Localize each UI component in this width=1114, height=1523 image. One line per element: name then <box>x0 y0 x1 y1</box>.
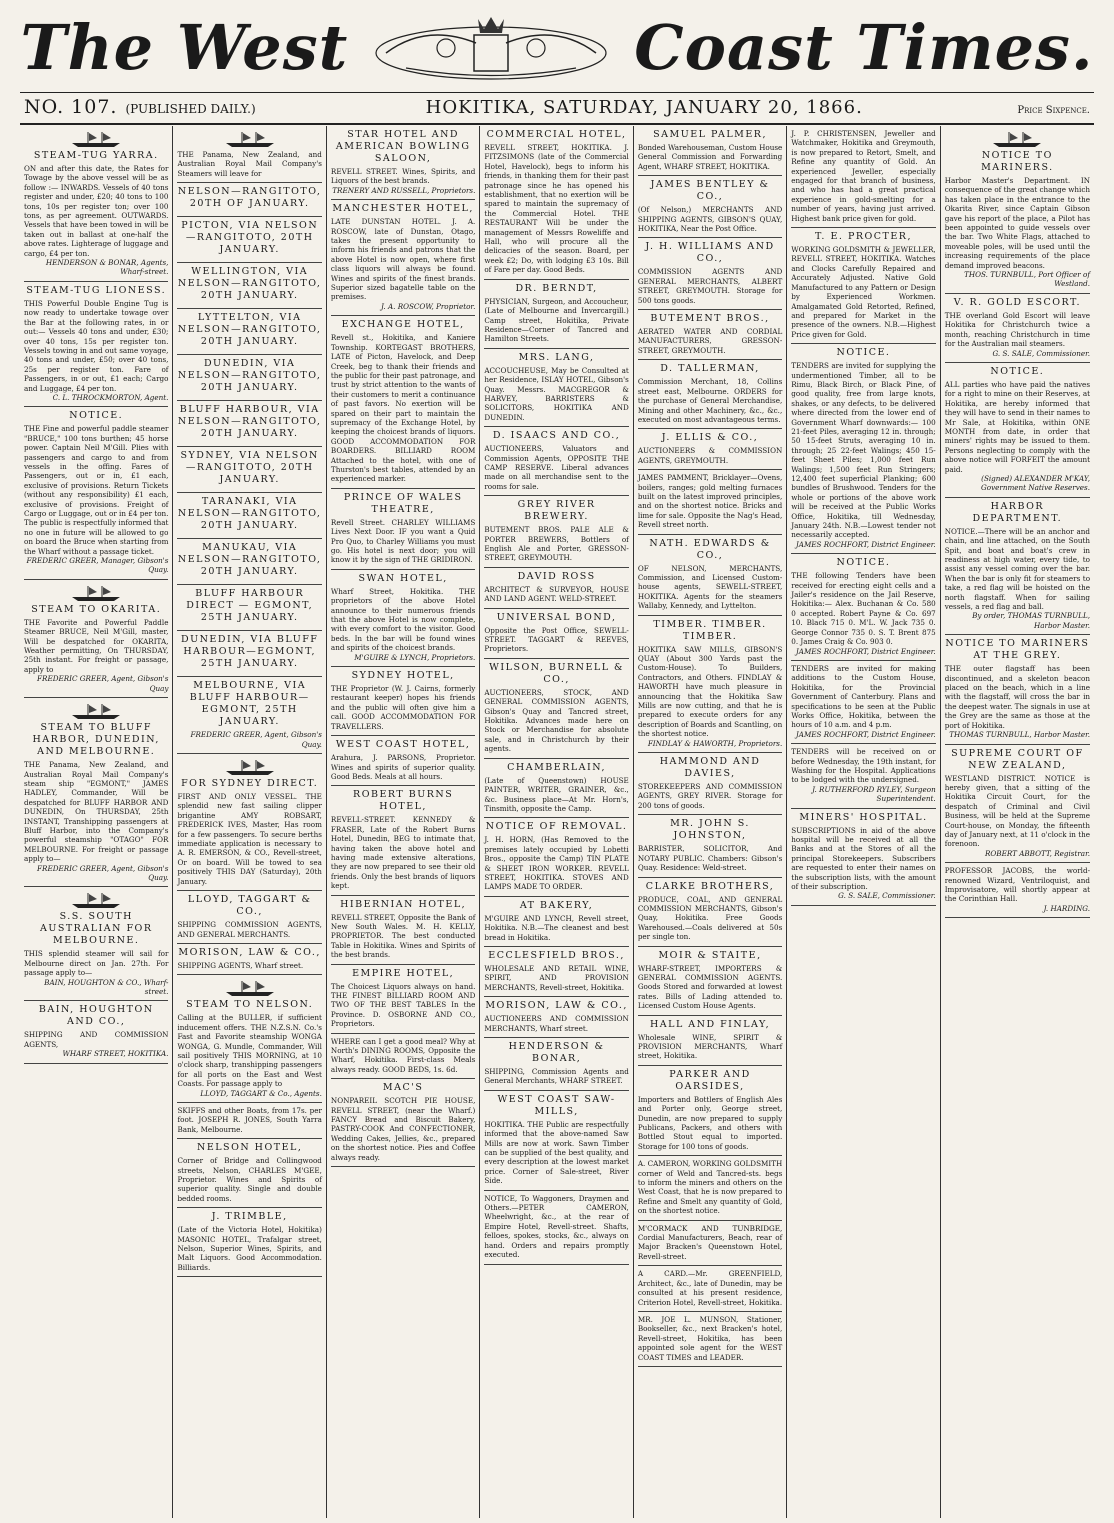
advertisement <box>24 1001 168 1063</box>
advertisement <box>177 401 321 447</box>
advertisement-signature: M'GUIRE & LYNCH, Proprietors. <box>354 652 476 662</box>
advertisement-heading: MORISON, LAW & CO., <box>485 1000 628 1012</box>
advertisement-body: THE outer flagstaff has been discontinued, and a skeleton beacon placed on the beach, which in a line with the flagstaff, will cross the bar in the deepest water. The signals in use at the Grey are the same as those at the port of Hokitika. <box>944 664 1091 730</box>
advertisement <box>177 217 321 263</box>
advertisement-body: WHARF-STREET, IMPORTERS & GENERAL COMMISSION AGENTS. Goods Stored and forwarded at lowest rates. Bills of Lading attended to. Licensed Custom House Agents. <box>637 963 783 1011</box>
advertisement <box>484 659 628 759</box>
advertisement <box>331 965 475 1034</box>
advertisement-body: AUCTIONEERS, Valuators and Commission Agents, OPPOSITE THE CAMP RESERVE. Liberal advances made on all merchandise sent to the rooms for sale. <box>484 444 629 491</box>
advertisement-heading: DR. BERNDT, <box>515 282 598 294</box>
column-4 <box>480 126 633 1518</box>
advertisement-heading: STEAM TO OKARITA. <box>31 603 162 615</box>
advertisement-heading: V. R. GOLD ESCORT. <box>953 296 1081 308</box>
advertisement <box>638 815 782 877</box>
issue-price: Price Sixpence. <box>1017 105 1090 116</box>
advertisement-heading: DUNEDIN, VIA NELSON—RANGITOTO, 20TH JANUARY. <box>177 358 322 394</box>
advertisement <box>945 635 1090 744</box>
advertisement-body: Importers and Bottlers of English Ales and Porter only, George street, Dunedin, are now prepared to supply Publicans, Packers, and others with Bottled Stout equal to imported. Storage for 100 tons of goods. <box>637 1094 783 1151</box>
advertisement-heading: J. TRIMBLE, <box>211 1211 288 1223</box>
advertisement-body: SHIPPING AND COMMISSION AGENTS, <box>24 1030 169 1049</box>
advertisement <box>331 786 475 895</box>
advertisement <box>177 1139 321 1208</box>
advertisement-body: OF NELSON, MERCHANTS, Commission, and Licensed Custom-house agents, SEWELL-STREET, HOKITIKA. Agents for the steamers Wallaby, Kennedy, and Lyttelton. <box>637 563 783 611</box>
advertisement-body: THIS splendid steamer will sail for Melbourne direct on Jan. 27th. For passage apply to— <box>24 949 169 978</box>
advertisement-body: PRODUCE, COAL, AND GENERAL COMMISSION MERCHANTS, Gibson's Quay, Hokitika. Free Goods Warehoused.—Coals delivered at 50s per single ton. <box>637 894 783 942</box>
advertisement-heading: DUNEDIN, VIA BLUFF HARBOUR—EGMONT, 25TH JANUARY. <box>180 634 319 670</box>
advertisement-heading: SYDNEY, VIA NELSON—RANGITOTO, 20TH JANUARY. <box>180 450 319 486</box>
advertisement-body: TENDERS are invited for making additions to the Custom House, Hokitika, for the Provincial Government of Canterbury. Plans and specifications to be seen at the Public Works Office, Hokitika, between the hours of 10 a.m. and 4 p.m. <box>791 663 936 730</box>
advertisement-heading: LLOYD, TAGGART & CO., <box>187 894 312 918</box>
advertisement-heading: NOTICE. <box>836 557 891 569</box>
advertisement <box>177 631 321 677</box>
advertisement-heading: NOTICE TO MARINERS. <box>981 150 1054 173</box>
advertisement <box>484 897 628 947</box>
advertisement-heading: TIMBER. TIMBER. TIMBER. <box>653 618 767 642</box>
advertisement-signature: G. S. SALE, Commissioner. <box>838 891 936 901</box>
advertisement <box>945 498 1090 635</box>
advertisement-heading: MORISON, LAW & CO., <box>178 946 321 958</box>
advertisement-body: JAMES PAMMENT, Bricklayer—Ovens, boilers, ranges; gold melting furnaces built on the latest improved principles, and on the shortest notice. Bricks and lime for sale. Opposite the Nag's Head, Revell street north. <box>637 473 783 530</box>
advertisement <box>484 1191 628 1265</box>
publication-frequency: (PUBLISHED DAILY.) <box>125 102 256 116</box>
advertisement-body: ALL parties who have paid the natives for a right to mine on their Reserves, at Hokitika, are hereby informed that they will have to send in their names to Mr Sale, at Hokitika, within ONE MONTH from date, in order that miners' rights may be issued to them. Persons neglecting to comply with the above notice will FORFEIT the amount paid. <box>944 379 1091 474</box>
advertisement <box>638 1266 782 1312</box>
advertisement-signature: FREDERIC GREER, Manager, Gibson's Quay. <box>26 556 169 575</box>
advertisement-heading: TARANAKI, VIA NELSON—RANGITOTO, 20TH JANUARY. <box>177 496 322 532</box>
advertisement-body: Wholesale WINE, SPIRIT & PROVISION MERCHANTS, Wharf street, Hokitika. <box>637 1032 783 1061</box>
advertisement <box>638 753 782 815</box>
advertisement-heading: NOTICE OF REMOVAL. <box>485 821 628 833</box>
advertisement-signature: TRENERY AND RUSSELL, Proprietors. <box>332 185 476 195</box>
advertisement-columns <box>20 126 1094 1518</box>
advertisement <box>638 1016 782 1066</box>
ship-icon <box>66 702 126 720</box>
advertisement-signature: J. HARDING. <box>1043 903 1091 913</box>
advertisement <box>177 126 321 183</box>
advertisement-body: FIRST AND ONLY VESSEL. THE splendid new fast sailing clipper brigantine AMY ROBSART, FREDERICK IVES, Master, Has room for a few passengers. To secure berths immediate application is necessary to A. R. EMERSON, & CO., Revell-street, Or on board. Will be towed to sea positively THIS DAY (Saturday), 20th January. <box>177 792 322 886</box>
advertisement-signature: C. L. THROCKMORTON, Agent. <box>52 392 169 402</box>
advertisement-body: A CARD.—Mr. GREENFIELD, Architect, &c., late of Dunedin, may be consulted at his present residence, Criterion Hotel, Revell-street, Hokitika. <box>637 1269 783 1307</box>
column-7 <box>941 126 1094 1518</box>
advertisement-heading: J. H. WILLIAMS AND CO., <box>645 241 775 265</box>
coat-of-arms-icon <box>366 13 616 83</box>
advertisement <box>177 539 321 585</box>
advertisement-heading: BAIN, HOUGHTON AND CO., <box>38 1004 154 1028</box>
advertisement <box>331 896 475 965</box>
advertisement-heading: MELBOURNE, VIA BLUFF HARBOUR—EGMONT, 25TH JANUARY. <box>189 680 310 728</box>
advertisement <box>791 661 935 744</box>
advertisement <box>331 1034 475 1080</box>
advertisement-heading: STEAM-TUG YARRA. <box>33 150 159 161</box>
advertisement <box>484 568 628 609</box>
advertisement <box>638 947 782 1016</box>
advertisement <box>791 126 935 228</box>
ship-icon <box>66 584 126 602</box>
advertisement-heading: NOTICE TO MARINERS AT THE GREY. <box>945 638 1090 662</box>
advertisement-body: Arahura, J. PARSONS, Proprietor. Wines and spirits of superior quality. Good Beds. Meals at all hours. <box>330 753 476 781</box>
advertisement <box>945 126 1090 294</box>
advertisement-signature: THOMAS TURNBULL, Harbor Master. <box>949 730 1091 740</box>
advertisement <box>24 407 168 580</box>
advertisement <box>177 263 321 309</box>
issue-number: NO. 107. <box>24 96 118 118</box>
advertisement-heading: FOR SYDNEY DIRECT. <box>181 778 319 790</box>
advertisement <box>484 126 628 280</box>
advertisement-heading: BUTEMENT BROS., <box>650 313 770 325</box>
advertisement-body: The Choicest Liquors always on hand. THE FINEST BILLIARD ROOM AND TWO OF THE BEST TABLES In the Province. D. OSBORNE AND CO., Proprietors. <box>330 981 476 1029</box>
advertisement-body: PHYSICIAN, Surgeon, and Accoucheur, (Late of Melbourne and Invercargill.) Camp street, Hokitika, Private Residence—Corner of Tancred and Hamilton Streets. <box>484 296 629 344</box>
advertisement-heading: STEAM-TUG LIONESS. <box>26 284 167 296</box>
ship-icon <box>987 130 1047 148</box>
advertisement-heading: MANUKAU, VIA NELSON—RANGITOTO, 20TH JANUARY. <box>177 542 322 578</box>
advertisement <box>484 496 628 568</box>
advertisement <box>331 316 475 489</box>
advertisement-body: REVELL STREET, Opposite the Bank of New South Wales. M. H. KELLY, PROPRIETOR. The best conducted Table in Hokitika. Wines and Spirits of the best brands. <box>330 912 476 960</box>
advertisement-heading: WELLINGTON, VIA NELSON—RANGITOTO, 20TH JANUARY. <box>177 266 322 302</box>
advertisement <box>791 344 935 554</box>
advertisement-signature: JAMES ROCHFORT, District Engineer. <box>795 539 936 549</box>
advertisement-heading: SAMUEL PALMER, <box>653 129 767 140</box>
advertisement-heading: MANCHESTER HOTEL, <box>332 203 474 215</box>
advertisement-body: NOTICE, To Waggoners, Draymen and Others.—PETER CAMERON, Wheelwright, &c., at the rear of Empire Hotel, Revell-street. Shafts, felloes, spokes, stocks, &c., always on hand. Orders and repairs promptly executed. <box>484 1193 629 1260</box>
advertisement <box>638 360 782 429</box>
advertisement-body: AUCTIONEERS, STOCK, AND GENERAL COMMISSION AGENTS, Gibson's Quay and Tancred street, Hokitika. Advances made here on Stock or Merchandise for absolute sale, and in Christchurch by their agents. <box>484 687 629 754</box>
advertisement <box>177 585 321 631</box>
advertisement-heading: HENDERSON & BONAR, <box>508 1041 605 1064</box>
advertisement-heading: NELSON HOTEL, <box>197 1142 303 1154</box>
advertisement-body: REVELL STREET, HOKITIKA. J. FITZSIMONS (late of the Commercial Hotel, Havelock), begs to inform his friends, in thanking them for their past patronage since he has opened his establishment, that no exertion will be spared to maintain the supremacy of the Commercial Hotel. THE RESTAURANT Will be under the management of Messrs Roweliffe and Hall, who will procure all the delicacies of the season. Board, per week £2; Do, with lodging £3 10s. Bill of Fare per day. Good Beds. <box>484 143 629 275</box>
advertisement-heading: MAC'S <box>382 1082 424 1094</box>
advertisement-body: SHIPPING, Commission Agents and General Merchants, WHARF STREET. <box>484 1067 629 1086</box>
advertisement-heading: SWAN HOTEL, <box>358 572 448 584</box>
advertisement <box>791 228 935 344</box>
advertisement <box>638 176 782 238</box>
advertisement <box>945 363 1090 498</box>
advertisement-heading: MINERS' HOSPITAL. <box>799 811 928 823</box>
advertisement <box>638 429 782 470</box>
advertisement-body: BUTEMENT BROS. PALE ALE & PORTER BREWERS, Bottlers of English Ale and Porter, GRESSON-STREET, GREYMOUTH. <box>484 525 629 563</box>
header-rule-bottom <box>20 123 1094 125</box>
advertisement <box>638 1221 782 1267</box>
advertisement <box>177 183 321 217</box>
ship-icon <box>66 130 126 148</box>
advertisement-heading: NELSON—RANGITOTO, 20TH OF JANUARY. <box>177 186 322 210</box>
advertisement-heading: WILSON, BURNELL & CO., <box>489 661 625 685</box>
advertisement-body: THE Panama, New Zealand, and Australian Royal Mail Company's Steamers will leave for <box>177 150 322 178</box>
advertisement-body: COMMISSION AGENTS AND GENERAL MERCHANTS, ALBERT STREET, GREYMOUTH. Storage for 500 tons goods. <box>637 267 783 305</box>
advertisement-body: THIS Powerful Double Engine Tug is now ready to undertake towage over the Bar at the following rates, in or out:— Vessels 40 tons and under, £30; over 40 tons, 15s per register ton. Vessels towing in and out same voyage, 40 tons and under, £50; over 40 tons, 25s per register ton. Fare of Passengers, in or out, £1 each; Cargo and Luggage, £4 per ton. <box>24 298 169 393</box>
advertisement-body: THE Proprietor (W. J. Cairns, formerly restaurant keeper) hopes his friends and the public will often give him a call. GOOD ACCOMMODATION FOR TRAVELLERS. <box>330 684 476 731</box>
masthead-title-left <box>20 11 349 84</box>
advertisement-heading: MR. JOHN S. JOHNSTON, <box>670 818 750 842</box>
advertisement-body: THE Favorite and Powerful Paddle Steamer BRUCE, Neil M'Gill, master, Will be despatched for OKARITA, Weather permitting, On THURSDAY, 25th instant. For freight or passage, apply to <box>24 617 169 674</box>
advertisement-heading: DAVID ROSS <box>517 570 596 582</box>
advertisement-heading: WEST COAST SAW-MILLS, <box>497 1093 616 1117</box>
advertisement <box>638 1066 782 1156</box>
advertisement <box>24 282 168 407</box>
advertisement <box>638 1312 782 1367</box>
advertisement <box>638 126 782 176</box>
advertisement <box>177 944 321 975</box>
advertisement-signature: FREDERIC GREER, Agent, Gibson's Quay. <box>37 863 169 882</box>
advertisement-heading: PRINCE OF WALES THEATRE, <box>343 491 463 515</box>
advertisement-body: (Of Nelson,) MERCHANTS AND SHIPPING AGENTS, GIBSON'S QUAY, HOKITIKA, Near the Post Office. <box>637 205 783 234</box>
advertisement-heading: NATH. EDWARDS & CO., <box>649 537 771 561</box>
advertisement <box>638 310 782 360</box>
advertisement-body: REVELL-STREET. KENNEDY & FRASER, Late of the Robert Burns Hotel, Dunedin, BEG to intimate that, having taken the above hotel and having made extensive alterations, they are now prepared to see their old friends. Only the best brands of liquors kept. <box>330 815 476 891</box>
advertisement-body: NONPAREIL SCOTCH PIE HOUSE, REVELL STREET, (near the Wharf.) FANCY Bread and Biscuit Bakery, PASTRY-COOK And CONFECTIONER, Wedding Cakes, Jellies, &c., prepared on the shortest notice. Pies and Coffee always ready. <box>330 1096 476 1162</box>
column-2 <box>173 126 326 1518</box>
advertisement-heading: COMMERCIAL HOTEL, <box>486 129 627 140</box>
advertisement <box>945 745 1090 864</box>
advertisement-body: AERATED WATER AND CORDIAL MANUFACTURERS, GRESSON-STREET, GREYMOUTH. <box>637 327 783 355</box>
advertisement-signature: THOS. TURNBULL, Port Officer of Westland. <box>964 270 1091 289</box>
advertisement-heading: D. ISAACS AND CO., <box>492 430 621 442</box>
advertisement-heading: BLUFF HARBOUR DIRECT — EGMONT, 25TH JANUARY. <box>186 588 314 624</box>
advertisement <box>177 891 321 944</box>
advertisement <box>484 759 628 819</box>
advertisement-body: REVELL STREET. Wines, Spirits, and Liquors of the best brands. <box>330 167 476 186</box>
advertisement <box>791 809 935 906</box>
advertisement-signature: FREDERIC GREER, Agent, Gibson's Quay <box>37 674 169 693</box>
advertisement-body: THE Fine and powerful paddle steamer "BRUCE," 100 tons burthen; 45 horse power. Captain Neil M'Gill. Plies with passengers and cargo to and from vessels in the offing. Fares of Passengers, out or in, £1 each, exclusive of provisions. Return Tickets (without any responsibility) £1 each, exclusive of provisions. Freight of Cargo or Luggage, out or in £4 per ton. The public is respectfully informed that no one in future will be allowed to go on board the Bruce when starting from the Wharf without a passage ticket. <box>24 424 169 556</box>
advertisement <box>791 554 935 661</box>
advertisement <box>484 349 628 427</box>
advertisement-body: THE following Tenders have been received for erecting eight cells and a Jailer's residence on the Jail Reserve, Hokitika:— Alex. Buchanan & Co. 580 0 accepted. Robert Payne & Co. 697 10. Black 715 0. M'L. W. Jack 735 0. George Connor 735 0. S. T. Brent 875 0. James Craig & Co. 903 0. <box>791 571 936 647</box>
advertisement <box>638 616 782 753</box>
advertisement-heading: CLARKE BROTHERS, <box>645 880 775 892</box>
advertisement <box>331 489 475 570</box>
advertisement-body: Revell Street. CHARLEY WILLIAMS Lives Next Door. IF you want a Quid Pro Quo, to Charley Williams you must go. His hotel is next door; you will know it by the sign of THE GRIDIRON. <box>330 517 476 565</box>
advertisement-heading: BLUFF HARBOUR, VIA NELSON—RANGITOTO, 20TH JANUARY. <box>177 404 322 440</box>
advertisement-signature: JAMES ROCHFORT, District Engineer. <box>795 729 936 739</box>
advertisement-body: NOTICE.—There will be an anchor and chain, and line attached, on the South Spit, and boat and boat's crew in readiness at high water, every tide, to assist any vessel coming over the bar. When the bar is only fit for steamers to take, a red flag will be hoisted on the north flagstaff. When for sailing vessels, a red flag and ball. <box>944 526 1091 612</box>
advertisement <box>484 947 628 997</box>
advertisement-signature: BAIN, HOUGHTON & CO., Wharf-street. <box>44 977 169 996</box>
advertisement <box>331 736 475 786</box>
advertisement-body: Harbor Master's Department. IN consequence of the great change which has taken place in the entrance to the Okarita River, since Captain Gibson gave his report of the place, a Pilot has been appointed to guide vessels over the bar. Two White Flags, attached to moveable poles, will be used until the increasing requirements of the place demand improved beacons. <box>944 176 1091 270</box>
header-rule-top <box>20 92 1094 93</box>
advertisement-body: SKIFFS and other Boats, from 17s. per foot. JOSEPH R. JONES, South Yarra Bank, Melbourne. <box>177 1105 322 1134</box>
masthead <box>20 8 1094 88</box>
advertisement <box>24 698 168 887</box>
advertisement <box>638 878 782 947</box>
advertisement-body: SUBSCRIPTIONS in aid of the above hospital will be received at all the Banks and at the Stores of all the principal Storekeepers. Subscribers are requested to enter their names on the subscription lists, with the amount of their subscription. <box>791 825 936 892</box>
advertisement <box>177 493 321 539</box>
advertisement <box>484 1091 628 1191</box>
masthead-west: West <box>176 11 349 84</box>
ship-icon <box>220 979 280 997</box>
advertisement-body: WHOLESALE AND RETAIL WINE, SPIRIT, AND PROVISION MERCHANTS, Revell-street, Hokitika. <box>484 963 629 992</box>
advertisement-heading: HALL AND FINLAY, <box>649 1018 771 1030</box>
advertisement <box>945 863 1090 918</box>
advertisement-heading: MRS. LANG, <box>518 351 595 363</box>
advertisement-body: TENDERS are invited for supplying the undermentioned Timber, all to be Rimu, Black Birch, or Black Pine, of good quality, free from large knots, shakes, or any defects, to be delivered where directed from the lower end of Government Wharf downwards:— 100 21-feet Piles, averaging 12 in. through; 50 15-feet Struts, averaging 10 in. through; 25 22-feet Walings; 450 15-feet Sheet Piles; 1,000 feet Run Walings; 1,500 feet Run Stringers; 12,400 feet superficial Planking; 600 bundles of Brushwood. Tenders for the whole or portions of the above work will be received at the Public Works Office, Hokitika, till Wednesday, January 24th. N.B.—Lowest tender not necessarily accepted. <box>791 361 936 540</box>
advertisement-body: HOKITIKA. THE Public are respectfully informed that the above-named Saw Mills are now at work. Sawn Timber can be supplied of the best quality, and every description at the lowest market price. Corner of Sale-street, River Side. <box>484 1119 629 1186</box>
masthead-title-right <box>634 11 1094 84</box>
advertisement-heading: PICTON, VIA NELSON—RANGITOTO, 20TH JANUARY. <box>181 220 319 256</box>
advertisement-heading: T. E. PROCTER, <box>814 231 912 243</box>
advertisement-signature: FREDERIC GREER, Agent, Gibson's Quay. <box>190 730 322 749</box>
advertisement-signature: FINDLAY & HAWORTH, Proprietors. <box>647 738 783 748</box>
advertisement <box>177 1103 321 1139</box>
advertisement-body: ON and after this date, the Rates for Towage by the above vessel will be as follow :— INWARDS. Vessels of 40 tons register and under, £20; 40 tons to 100 tons, 10s per register ton; over 100 tons, as per agreement. OUTWARDS. Vessels that have been towed in will be taken out in ballast at one-half the above rates. Lighterage of luggage and cargo, £4 per ton. <box>24 164 169 258</box>
advertisement-signature: By order, THOMAS TURNBULL, Harbor Master. <box>972 611 1091 630</box>
advertisement-heading: STAR HOTEL AND AMERICAN BOWLING SALOON, <box>335 129 471 164</box>
advertisement-heading: JAMES BENTLEY & CO., <box>650 179 770 203</box>
issue-info-line <box>24 96 1090 122</box>
advertisement-body: HOKITIKA SAW MILLS, GIBSON'S QUAY (About 300 Yards past the Custom-House). To Builders, Contractors, and Others. FINDLAY & HAWORTH have much pleasure in announcing that the Hokitika Saw Mills are now cutting, and that he is prepared to execute orders for any description of Boards and Scantling, on the shortest notice. <box>637 644 783 739</box>
advertisement <box>945 294 1090 363</box>
advertisement-signature: JAMES ROCHFORT, District Engineer. <box>795 646 936 656</box>
advertisement <box>331 667 475 736</box>
advertisement <box>484 997 628 1038</box>
advertisement-heading: STEAM TO BLUFF HARBOR, DUNEDIN, AND MELBOURNE. <box>32 722 160 758</box>
advertisement-heading: SUPREME COURT OF NEW ZEALAND, <box>951 747 1084 771</box>
advertisement-heading: PARKER AND OARSIDES, <box>669 1068 751 1092</box>
ship-icon <box>66 891 126 909</box>
advertisement-body: THE Panama, New Zealand, and Australian Royal Mail Company's steam ship "EGMONT," JAMES HADLEY, Commander, Will be despatched for BLUFF HARBOR AND DUNEDIN, On THURSDAY, 25th INSTANT, Transhipping passengers at Bluff Harbor, into the Company's powerful steamship "OTAGO" FOR MELBOURNE. For freight or passage apply to— <box>24 760 169 864</box>
advertisement-signature: ROBERT ABBOTT, Registrar. <box>985 848 1091 858</box>
advertisement <box>638 1156 782 1220</box>
advertisement-body: Opposite the Post Office, SEWELL-STREET. TAGGART & REEVES, Proprietors. <box>484 625 629 654</box>
advertisement-body: STOREKEEPERS AND COMMISSION AGENTS, GREY RIVER. Storage for 200 tons of goods. <box>637 782 783 810</box>
advertisement <box>638 238 782 310</box>
advertisement-body: TENDERS will be received on or before Wednesday, the 19th instant, for Washing for the Hospital. Applications to be lodged with the undersigned. <box>791 747 936 785</box>
column-3 <box>327 126 480 1518</box>
advertisement-body: THE overland Gold Escort will leave Hokitika for Christchurch twice a month, reaching Christchurch in time for the Australian mail steamers. <box>944 310 1091 349</box>
advertisement-body: ACCOUCHEUSE, May be Consulted at her Residence, ISLAY HOTEL, Gibson's Quay. Messrs. MACGREGOR & HARVEY, BARRISTERS & SOLICITORS, HOKITIKA AND DUNEDIN. <box>484 365 629 422</box>
advertisement <box>791 744 935 808</box>
advertisement <box>177 975 321 1103</box>
advertisement-signature: LLOYD, TAGGART & Co., Agents. <box>200 1088 322 1098</box>
advertisement-body: J. H. HORN, (Has Removed to the premises lately occupied by Lobetti Bros., opposite the Camp) TIN PLATE & SHEET IRON WORKER. REVELL STREET, HOKITIKA. STOVES AND LAMPS MADE TO ORDER. <box>484 835 629 892</box>
advertisement-body: A. CAMERON, WORKING GOLDSMITH corner of Weld and Tancred-sts. begs to inform the miners and others on the West Coast, that he is now prepared to Refine and Smelt any quantity of Gold, on the shortest notice. <box>637 1159 783 1216</box>
advertisement-body: WORKING GOLDSMITH & JEWELLER, REVELL STREET, HOKITIKA. Watches and Clocks Carefully Repaired and Accurately Adjusted. Native Gold Manufactured to any Pattern or Design by Experienced Workmen. Amalgamated Gold Retorted, Refined, and prepared for Market in the presence of the owners. N.B.—Highest Price given for Gold. <box>791 245 936 339</box>
advertisement-heading: NOTICE. <box>69 410 124 422</box>
advertisement <box>331 1079 475 1167</box>
advertisement-signature: HENDERSON & BONAR, Agents, Wharf-street. <box>45 258 169 277</box>
advertisement-body: AUCTIONEERS & COMMISSION AGENTS, GREYMOUTH. <box>637 446 783 465</box>
advertisement-heading: GREY RIVER BREWERY. <box>517 499 596 523</box>
advertisement-body: Revell st., Hokitika, and Kaniere Township. KORTEGAST BROTHERS, LATE of Picton, Havelock, and Deep Creek, beg to thank their friends and the public for their past patronage, and trust by strict attention to the wants of their customers to merit a continuance of past favors. No exertion will be spared on their part to maintain the supremacy of the Exchange Hotel, by keeping the choicest brands of liquors. GOOD ACCOMMODATION FOR BOARDERS. BILLIARD ROOM Attached to the hotel, with one of Thurston's best tables, attended by an experienced marker. <box>330 333 476 484</box>
advertisement-body: ARCHITECT & SURVEYOR, HOUSE AND LAND AGENT. WELD-STREET. <box>484 584 629 604</box>
advertisement-heading: HIBERNIAN HOTEL, <box>340 898 467 910</box>
advertisement-heading: ECCLESFIELD BROS., <box>488 949 625 961</box>
advertisement <box>484 427 628 496</box>
masthead-the: The <box>20 11 155 84</box>
advertisement-body: AUCTIONEERS AND COMMISSION MERCHANTS, Wharf street. <box>484 1014 629 1033</box>
advertisement-heading: NOTICE. <box>990 365 1045 377</box>
masthead-times: Times. <box>856 11 1094 84</box>
advertisement-heading: AT BAKERY, <box>519 899 594 911</box>
advertisement-signature: G. S. SALE, Commissioner. <box>992 348 1091 358</box>
advertisement-body: WHERE can I get a good meal? Why at North's DINING ROOMS, Opposite the Wharf, Hokitika. First-class Meals always ready. GOOD BEDS, 1s. 6d. <box>330 1036 476 1074</box>
advertisement <box>484 1038 628 1091</box>
advertisement-body: M'CORMACK AND TUNBRIDGE, Cordial Manufacturers, Beach, rear of Major Bracken's Queenstown Hotel, Revell-street. <box>637 1223 783 1261</box>
advertisement-body: MR. JOE L. MUNSON, Stationer, Bookseller, &c., next Bracken's hotel, Revell-street, Hokitika, has been appointed sole agent for the WEST COAST TIMES and LEADER. <box>637 1314 783 1362</box>
advertisement <box>24 580 168 698</box>
advertisement-heading: J. ELLIS & CO., <box>661 432 759 444</box>
column-5 <box>634 126 787 1518</box>
advertisement <box>177 355 321 401</box>
advertisement-body: Commission Merchant, 18, Collins street east, Melbourne. ORDERS for the purchase of General Merchandise, Mining and other Machinery, &c., &c., executed on most advantageous terms. <box>637 377 783 424</box>
advertisement <box>177 677 321 754</box>
advertisement-body: J. P. CHRISTENSEN, Jeweller and Watchmaker, Hokitika and Greymouth, is now prepared to Retort, Smelt, and Refine any quantity of Gold. An experienced Jeweller, especially engaged for that branch of business, and who has had a great practical experience in gold-smelting for a number of years, having just arrived. Highest bank price given for gold. <box>791 129 936 223</box>
advertisement <box>484 280 628 349</box>
column-6 <box>787 126 940 1518</box>
advertisement-heading: WEST COAST HOTEL, <box>335 739 471 751</box>
advertisement <box>331 126 475 200</box>
advertisement-heading: ROBERT BURNS HOTEL, <box>353 789 454 813</box>
advertisement-signature: J. RUTHERFORD RYLEY, Surgeon Superintendent. <box>812 784 936 804</box>
advertisement-body: (Late of the Victoria Hotel, Hokitika) MASONIC HOTEL, Trafalgar street, Nelson, Superior Wines, Spirits, and Malt Liquors. Good Accommodation. Billiards. <box>177 1225 322 1272</box>
column-1 <box>20 126 173 1518</box>
advertisement-heading: SYDNEY HOTEL, <box>351 670 455 682</box>
advertisement-heading: HARBOR DEPARTMENT. <box>972 500 1063 524</box>
advertisement <box>484 818 628 896</box>
advertisement-body: LATE DUNSTAN HOTEL. J. A. ROSCOW, late of Dunstan, Otago, takes the present opportunity to inform his friends and patrons that the above Hotel is now open, where first class liquors will always be found. Wines and spirits of the finest brands. Superior sized bagatelle table on the premises. <box>330 217 476 302</box>
advertisement <box>638 470 782 534</box>
advertisement <box>638 535 782 616</box>
advertisement-body: SHIPPING COMMISSION AGENTS, AND GENERAL MERCHANTS. <box>177 920 322 939</box>
advertisement-body: Corner of Bridge and Collingwood streets, Nelson, CHARLES M'GEE, Proprietor. Wines and Spirits of superior quality. Single and double bedded rooms. <box>177 1156 322 1203</box>
advertisement-body: Bonded Warehouseman, Custom House General Commission and Forwarding Agent, WHARF STREET, HOKITIKA. <box>637 143 783 171</box>
advertisement-body: WESTLAND DISTRICT. NOTICE is hereby given, that a sitting of the Hokitika Circuit Court, for the despatch of Criminal and Civil Business, will be held at the Supreme Court-house, on Monday, the fifteenth day of January next, at 11 o'clock in the forenoon. <box>944 773 1091 849</box>
advertisement <box>24 887 168 1001</box>
advertisement-body: Wharf Street, Hokitika. THE proprietors of the above Hotel announce to their numerous friends that the above Hotel is now complete, with every comfort to the visitor. Good beds. In the bar will be found wines and spirits of the choicest brands. <box>330 586 476 653</box>
advertisement <box>177 447 321 493</box>
advertisement <box>177 1208 321 1277</box>
ship-icon <box>220 130 280 148</box>
advertisement-signature: J. A. ROSCOW, Proprietor. <box>381 301 476 311</box>
advertisement-heading: EMPIRE HOTEL, <box>352 967 455 979</box>
advertisement-heading: UNIVERSAL BOND, <box>496 611 617 623</box>
advertisement-heading: CHAMBERLAIN, <box>507 761 607 773</box>
advertisement-signature: (Signed) ALEXANDER M'KAY, Government Native Reserves. <box>981 473 1091 493</box>
advertisement-body: (Late of Queenstown) HOUSE PAINTER, WRITER, GRAINER, &c., &c. Business place—At Mr. Horn's, Tinsmith, opposite the Camp. <box>484 775 629 813</box>
advertisement <box>24 126 168 282</box>
advertisement-heading: STEAM TO NELSON. <box>186 999 314 1011</box>
ship-icon <box>220 758 280 776</box>
advertisement-heading: NOTICE. <box>836 347 891 359</box>
advertisement-body: PROFESSOR JACOBS, the world-renowned Wizard, Ventriloquist, and Improvisatore, will shortly appear at the Corinthian Hall. <box>944 866 1091 904</box>
advertisement-heading: MOIR & STAITE, <box>658 949 762 961</box>
advertisement <box>177 754 321 891</box>
advertisement <box>484 609 628 659</box>
masthead-coast: Coast <box>634 11 834 84</box>
advertisement <box>177 309 321 355</box>
advertisement <box>331 200 475 316</box>
advertisement-heading: EXCHANGE HOTEL, <box>341 319 465 331</box>
advertisement <box>331 570 475 667</box>
advertisement-signature: WHARF STREET, HOKITIKA. <box>62 1049 169 1059</box>
advertisement-heading: D. TALLERMAN, <box>660 363 760 375</box>
advertisement-body: Calling at the BULLER, if sufficient inducement offers. THE N.Z.S.N. Co.'s Fast and Favorite steamship WONGA WONGA, G. Mundle, Commander, Will sail positively THIS MORNING, at 10 o'clock sharp, transhipping passengers for all ports on the East and West Coasts. For passage apply to <box>177 1013 322 1089</box>
issue-dateline: HOKITIKA, SATURDAY, JANUARY 20, 1866. <box>425 97 863 118</box>
advertisement-heading: LYTTELTON, VIA NELSON—RANGITOTO, 20TH JANUARY. <box>177 312 322 348</box>
advertisement-body: BARRISTER, SOLICITOR, And NOTARY PUBLIC. Chambers: Gibson's Quay. Residence: Weld-street. <box>637 844 783 873</box>
advertisement-body: M'GUIRE AND LYNCH, Revell street, Hokitika. N.B.—The cleanest and best bread in Hokitika. <box>484 913 629 942</box>
advertisement-heading: HAMMOND AND DAVIES, <box>659 756 761 780</box>
advertisement-heading: S.S. SOUTH AUSTRALIAN FOR MELBOURNE. <box>39 911 153 947</box>
advertisement-body: SHIPPING AGENTS, Wharf street. <box>177 960 304 970</box>
